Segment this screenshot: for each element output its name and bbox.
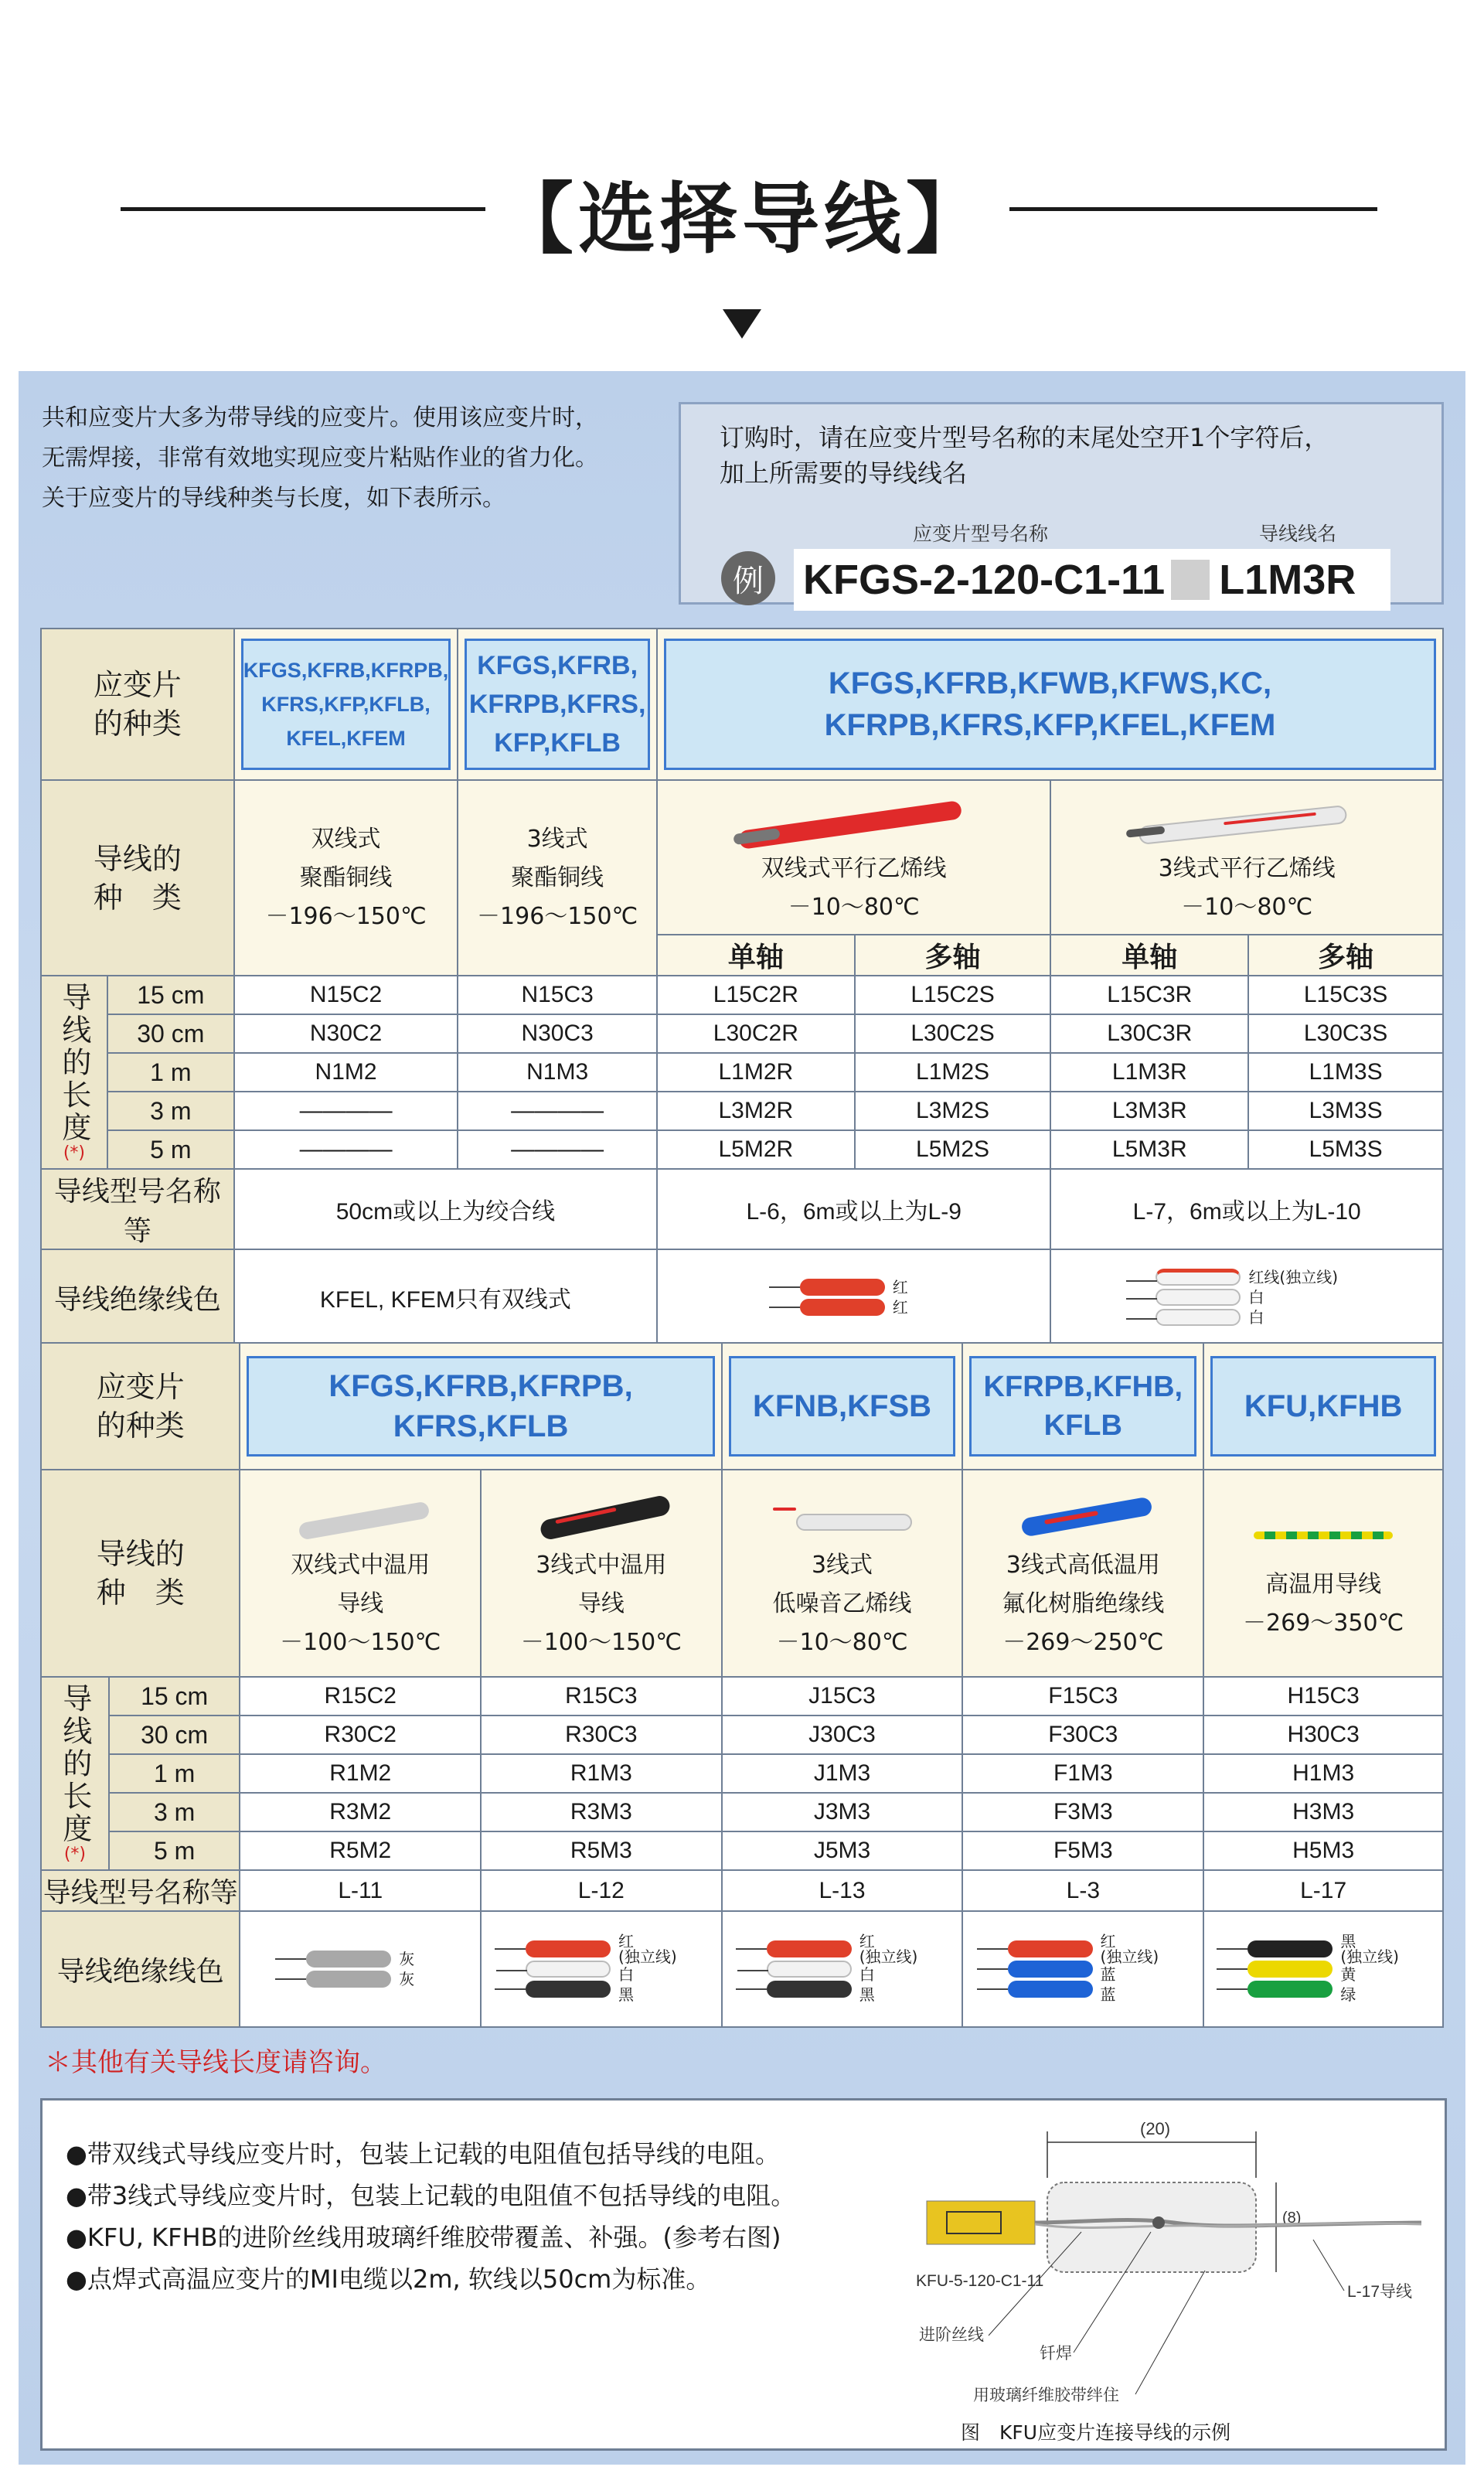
- wire-color-label: 红 (独立线): [618, 1932, 677, 1966]
- intro-line: 共和应变片大多为带导线的应变片。使用该应变片时，: [42, 404, 598, 431]
- notes-list: [66, 2133, 795, 2300]
- intro-line: 无需焊接，非常有效地实现应变片粘贴作业的省力化。: [42, 445, 598, 472]
- sub-header-single-axis: 单轴: [657, 935, 855, 976]
- lead-type: 双线式平行乙烯线 －10～80℃: [657, 780, 1050, 935]
- wire-color-icon: [1203, 1911, 1443, 2027]
- length-label: 导线的长度 (*): [41, 1677, 109, 1870]
- table-cell: L5M2R: [657, 1130, 855, 1169]
- table-cell: L3M2R: [657, 1092, 855, 1130]
- gauge-type-header: 应变片 的种类: [41, 1343, 240, 1470]
- length-value: 3 m: [107, 1092, 234, 1130]
- table-cell: R30C2: [240, 1716, 481, 1754]
- length-value: 15 cm: [109, 1677, 240, 1716]
- table-cell: R3M3: [481, 1793, 722, 1831]
- lead-type: 3线式 聚酯铜线 －196～150℃: [458, 780, 657, 976]
- table-cell: L1M3S: [1248, 1053, 1443, 1092]
- wire-color-label: 红 (独立线): [859, 1932, 918, 1966]
- table-cell: H5M3: [1203, 1831, 1443, 1870]
- solder-point: [1152, 2216, 1165, 2229]
- table-cell: L1M3R: [1050, 1053, 1248, 1092]
- model-name-header: 导线型号名称等: [41, 1870, 240, 1911]
- dim-8-label: (8): [1282, 2210, 1302, 2227]
- dim-20-label: (20): [1140, 2119, 1171, 2138]
- table-cell: R30C3: [481, 1716, 722, 1754]
- order-line: 订购时，请在应变片型号名称的末尾处空开1个字符后，: [720, 423, 1329, 452]
- table-cell: L1M2R: [657, 1053, 855, 1092]
- table-cell: F15C3: [962, 1677, 1203, 1716]
- table-cell: F3M3: [962, 1793, 1203, 1831]
- gauge-type-header: 应变片 的种类: [41, 629, 234, 780]
- lead-type: 3线式高低温用 氟化树脂绝缘线 －269～250℃: [962, 1470, 1203, 1677]
- figure-caption: 图 KFU应变片连接导线的示例: [961, 2421, 1231, 2444]
- wire-color-label: 白: [1248, 1288, 1264, 1307]
- wire-label: 进阶丝线: [919, 2326, 984, 2344]
- table-cell: L3M2S: [855, 1092, 1051, 1130]
- wire-color-label: 灰: [399, 1950, 415, 1968]
- table-cell: L3M3S: [1248, 1092, 1443, 1130]
- label-lead-name: 导线线名: [1259, 523, 1337, 545]
- cable-icon: [1131, 788, 1363, 842]
- table-cell: L5M3S: [1248, 1130, 1443, 1169]
- table-cell: ――――: [234, 1130, 458, 1169]
- example-model: [794, 549, 1390, 611]
- lead-wire-table-2: [40, 1342, 1444, 2028]
- lead-type: 3线式 低噪音乙烯线 －10～80℃: [722, 1470, 963, 1677]
- table-cell: R3M2: [240, 1793, 481, 1831]
- wire-color-label: 红: [892, 1278, 908, 1296]
- wire-color-label: 红: [892, 1298, 908, 1317]
- intro-line: 关于应变片的导线种类与长度，如下表所示。: [42, 485, 505, 512]
- table-cell: ――――: [458, 1130, 657, 1169]
- model-note: L-7，6m或以上为L-10: [1050, 1169, 1443, 1249]
- table-cell: J15C3: [722, 1677, 963, 1716]
- table-cell: N15C3: [458, 976, 657, 1014]
- length-value: 3 m: [109, 1793, 240, 1831]
- length-value: 30 cm: [107, 1014, 234, 1053]
- gauge-category: KFU,KFHB: [1203, 1343, 1443, 1470]
- wire-color-label: 蓝: [1100, 1985, 1116, 2004]
- table-cell: N30C3: [458, 1014, 657, 1053]
- gauge-category: KFRPB,KFHB, KFLB: [962, 1343, 1203, 1470]
- label-model-name: 应变片型号名称: [913, 523, 1049, 545]
- gauge-category: KFGS,KFRB, KFRPB,KFRS, KFP,KFLB: [458, 629, 657, 780]
- list-item: ●带双线式导线应变片时，包装上记载的电阻值包括导线的电阻。: [66, 2139, 780, 2169]
- gauge-category: KFGS,KFRB,KFRPB, KFRS,KFP,KFLB, KFEL,KFEM: [234, 629, 458, 780]
- wire-color-label: 黑: [859, 1985, 875, 2004]
- wire-color-label: 黄: [1340, 1965, 1356, 1984]
- table-cell: L30C3S: [1248, 1014, 1443, 1053]
- lead-type-header: 导线的 种 类: [41, 1470, 240, 1677]
- lead-label: L-17导线: [1347, 2283, 1413, 2301]
- model-note: L-6，6m或以上为L-9: [657, 1169, 1050, 1249]
- wire-color-icon: [1050, 1249, 1443, 1345]
- tape-label: 用玻璃纤维胶带绊住: [973, 2387, 1119, 2404]
- table-cell: R1M2: [240, 1754, 481, 1793]
- model-note: L-13: [722, 1870, 963, 1911]
- order-example-box: [679, 402, 1444, 605]
- cable-icon: [738, 788, 970, 842]
- insulation-color-header: 导线绝缘线色: [41, 1911, 240, 2027]
- length-value: 1 m: [109, 1754, 240, 1793]
- table-cell: L30C3R: [1050, 1014, 1248, 1053]
- table-cell: ――――: [458, 1092, 657, 1130]
- list-item: ●KFU, KFHB的进阶丝线用玻璃纤维胶带覆盖、补强。(参考右图): [66, 2223, 781, 2252]
- model-note: L-12: [481, 1870, 722, 1911]
- table-cell: F30C3: [962, 1716, 1203, 1754]
- wire-color-label: 红 (独立线): [1100, 1932, 1159, 1966]
- table-cell: R15C3: [481, 1677, 722, 1716]
- lead-type: 高温用导线 －269～350℃: [1203, 1470, 1443, 1677]
- sub-header-single-axis: 单轴: [1050, 935, 1248, 976]
- wire-color-icon: [722, 1911, 963, 2027]
- table-cell: L15C3R: [1050, 976, 1248, 1014]
- cable-icon: [1006, 1484, 1160, 1538]
- table-cell: J3M3: [722, 1793, 963, 1831]
- wire-color-label: 白: [618, 1965, 635, 1984]
- length-label: 导线的长度 (*): [41, 976, 107, 1169]
- table-cell: N1M2: [234, 1053, 458, 1092]
- length-value: 5 m: [107, 1130, 234, 1169]
- table-cell: L5M2S: [855, 1130, 1051, 1169]
- table-cell: L15C3S: [1248, 976, 1443, 1014]
- model-name-header: 导线型号名称等: [41, 1169, 234, 1249]
- cable-icon: [765, 1484, 920, 1538]
- table-cell: F1M3: [962, 1754, 1203, 1793]
- table-cell: H3M3: [1203, 1793, 1443, 1831]
- solder-label: 钎焊: [1040, 2345, 1072, 2363]
- lead-type: 双线式 聚酯铜线 －196～150℃: [234, 780, 458, 976]
- wire-color-label: 蓝: [1100, 1965, 1116, 1984]
- table-cell: N15C2: [234, 976, 458, 1014]
- sub-header-multi-axis: 多轴: [1248, 935, 1443, 976]
- table-cell: N30C2: [234, 1014, 458, 1053]
- model-note: L-3: [962, 1870, 1203, 1911]
- table-cell: H30C3: [1203, 1716, 1443, 1754]
- length-value: 1 m: [107, 1053, 234, 1092]
- insulation-color-header: 导线绝缘线色: [41, 1249, 234, 1345]
- cable-icon: [524, 1484, 679, 1538]
- gauge-label: KFU-5-120-C1-11: [916, 2272, 1044, 2290]
- gauge-category: KFGS,KFRB,KFWB,KFWS,KC, KFRPB,KFRS,KFP,KFEL,KFEM: [657, 629, 1443, 780]
- example-badge: 例: [721, 551, 775, 605]
- cable-icon: [283, 1484, 437, 1538]
- model-note: L-17: [1203, 1870, 1443, 1911]
- table-cell: L30C2S: [855, 1014, 1051, 1053]
- wire-color-icon: [657, 1249, 1050, 1345]
- table-cell: L15C2R: [657, 976, 855, 1014]
- wire-color-label: 黑: [618, 1985, 635, 2004]
- wire-color-icon: [962, 1911, 1203, 2027]
- table-cell: J5M3: [722, 1831, 963, 1870]
- table-cell: J1M3: [722, 1754, 963, 1793]
- wire-color-icon: [240, 1911, 481, 2027]
- order-instructions: [720, 420, 1329, 491]
- list-item: ●点焊式高温应变片的MI电缆以2m, 软线以50cm为标准。: [66, 2264, 711, 2294]
- table-cell: L5M3R: [1050, 1130, 1248, 1169]
- table-cell: ――――: [234, 1092, 458, 1130]
- order-line: 加上所需要的导线线名: [720, 458, 968, 488]
- table-cell: J30C3: [722, 1716, 963, 1754]
- wire-color-label: 绿: [1340, 1985, 1356, 2004]
- table-cell: H15C3: [1203, 1677, 1443, 1716]
- table-cell: R5M3: [481, 1831, 722, 1870]
- wire-color-label: 红线(独立线): [1248, 1268, 1338, 1286]
- down-arrow-icon: [723, 309, 761, 339]
- table-cell: R5M2: [240, 1831, 481, 1870]
- title-row: [0, 155, 1484, 271]
- wire-color-label: 灰: [399, 1970, 415, 1988]
- kfu-connection-figure: [880, 2108, 1437, 2448]
- notes-box: [40, 2098, 1447, 2451]
- table-cell: L1M2S: [855, 1053, 1051, 1092]
- table-cell: R15C2: [240, 1677, 481, 1716]
- table-cell: F5M3: [962, 1831, 1203, 1870]
- model-note: 50cm或以上为绞合线: [234, 1169, 657, 1249]
- length-value: 5 m: [109, 1831, 240, 1870]
- page-title: 【选择导线】: [496, 174, 988, 264]
- lead-type: 3线式中温用 导线 －100～150℃: [481, 1470, 722, 1677]
- length-inquiry-note: ＊其他有关导线长度请咨询。: [45, 2047, 386, 2078]
- wire-color-icon: [481, 1911, 722, 2027]
- model-note: L-11: [240, 1870, 481, 1911]
- list-item: ●带3线式导线应变片时，包装上记载的电阻值不包括导线的电阻。: [66, 2181, 796, 2210]
- gauge-body: [927, 2201, 1035, 2244]
- wire-color-label: 白: [859, 1965, 875, 1984]
- table-cell: L30C2R: [657, 1014, 855, 1053]
- example-lead-name: L1M3R: [1219, 557, 1356, 603]
- lead-wire-table-1: [40, 628, 1444, 1346]
- lead-type: 双线式中温用 导线 －100～150℃: [240, 1470, 481, 1677]
- sub-header-multi-axis: 多轴: [855, 935, 1051, 976]
- table-cell: R1M3: [481, 1754, 722, 1793]
- intro-text: [42, 398, 668, 519]
- table-cell: N1M3: [458, 1053, 657, 1092]
- space-gap: [1171, 560, 1210, 600]
- wire-color-label: 白: [1248, 1308, 1264, 1327]
- color-note: KFEL, KFEM只有双线式: [234, 1249, 657, 1345]
- length-value: 15 cm: [107, 976, 234, 1014]
- table-cell: L3M3R: [1050, 1092, 1248, 1130]
- gauge-category: KFNB,KFSB: [722, 1343, 963, 1470]
- table-cell: H1M3: [1203, 1754, 1443, 1793]
- lead-type-header: 导线的 种 类: [41, 780, 234, 976]
- length-value: 30 cm: [109, 1716, 240, 1754]
- lead-type: 3线式平行乙烯线 －10～80℃: [1050, 780, 1443, 935]
- gauge-category: KFGS,KFRB,KFRPB, KFRS,KFLB: [240, 1343, 721, 1470]
- wire-color-label: 黑 (独立线): [1340, 1932, 1399, 1966]
- table-cell: L15C2S: [855, 976, 1051, 1014]
- example-model-name: KFGS-2-120-C1-11: [803, 557, 1166, 603]
- cable-icon: [1246, 1504, 1401, 1558]
